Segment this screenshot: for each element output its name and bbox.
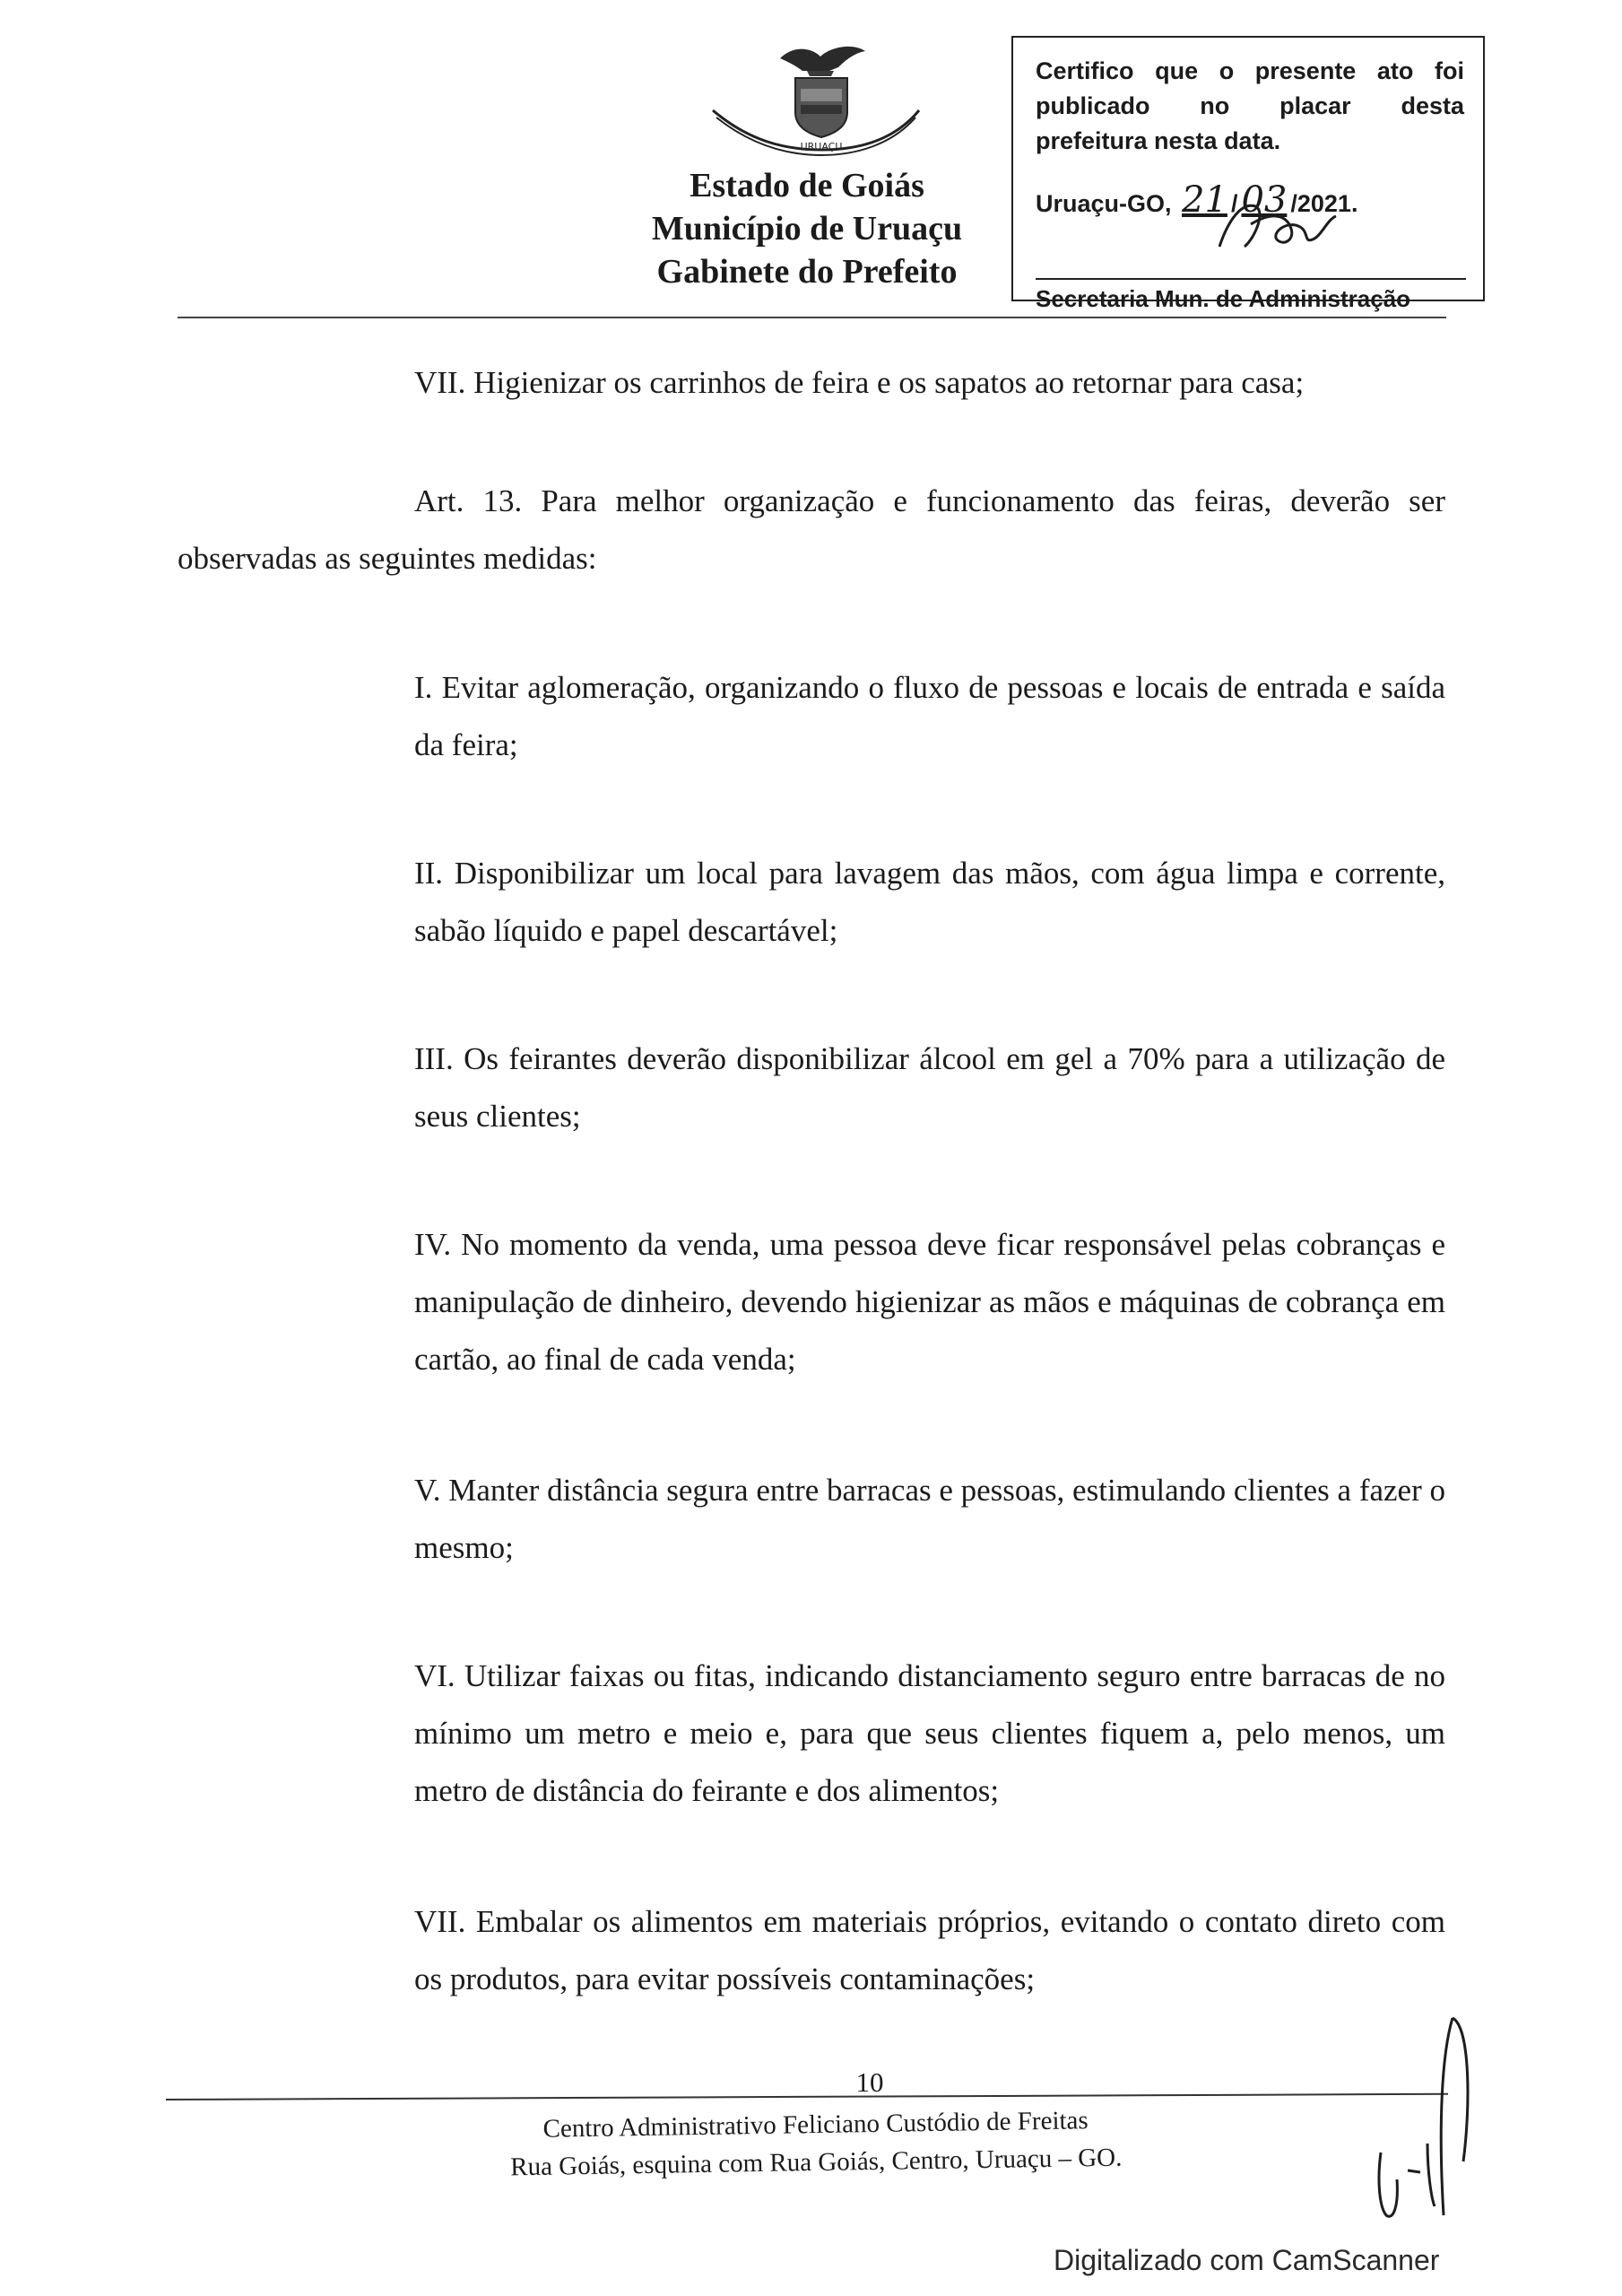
footer-line-2: Rua Goiás, esquina com Rua Goiás, Centro, Uruaçu – GO.: [510, 2143, 1123, 2182]
handwritten-signature-icon: [1201, 184, 1372, 265]
page-number: 10: [855, 2066, 884, 2098]
certificate-text: [1036, 54, 1464, 159]
header-office: Gabinete do Prefeito: [656, 253, 958, 291]
footer-divider: [166, 2093, 1448, 2100]
list-item-ii: II. Disponibilizar um local para lavagem das mãos, com água limpa e corrente, sabão líquido e papel descartável;: [414, 856, 1445, 948]
certificate-month: 03: [1241, 179, 1288, 221]
header-divider: [178, 317, 1446, 318]
list-item-vi: VI. Utilizar faixas ou fitas, indicando distanciamento seguro entre barracas de no mínimo um metro e meio e, para que seus clientes fiquem a, pelo menos, um metro de distância do feirante e dos alimentos;: [414, 1658, 1445, 1808]
paragraph-item-vii-previous: VII. Higienizar os carrinhos de feira e os sapatos ao retornar para casa;: [414, 365, 1305, 400]
list-item-vii: VII. Embalar os alimentos em materiais próprios, evitando o contato direto com os produtos, para evitar possíveis contaminações;: [414, 1904, 1445, 1996]
header-title-block: [619, 164, 995, 293]
municipal-crest-icon: [695, 40, 932, 157]
camscanner-watermark: Digitalizado com CamScanner: [1054, 2244, 1440, 2276]
margin-initials-signature-icon: [1345, 2000, 1497, 2233]
list-item-iv: IV. No momento da venda, uma pessoa deve ficar responsável pelas cobranças e manipulação de dinheiro, devendo higienizar as mãos e máquinas de cobrança em cartão, ao final de cada venda;: [414, 1227, 1445, 1377]
certificate-year: /2021.: [1290, 190, 1358, 217]
certificate-signature-line: [1036, 278, 1466, 280]
list-item-v: V. Manter distância segura entre barracas e pessoas, estimulando clientes a fazer o mesmo;: [414, 1473, 1445, 1565]
certificate-line-2: publicado no placar desta: [1036, 92, 1464, 119]
footer-line-1: Centro Administrativo Feliciano Custódio de Freitas: [542, 2106, 1089, 2144]
paragraph-art-13: Art. 13. Para melhor organização e funcionamento das feiras, deverão ser observadas as seguintes medidas:: [178, 483, 1445, 576]
header-state: Estado de Goiás: [690, 167, 924, 204]
certificate-secretary: Secretaria Mun. de Administração: [1036, 285, 1411, 312]
certificate-line-3: prefeitura nesta data.: [1036, 127, 1281, 154]
footer-address: [429, 2100, 1201, 2187]
crest-ribbon-text: URUAÇU: [800, 141, 843, 152]
certificate-line-1: Certifico que o presente ato foi: [1036, 57, 1464, 84]
list-item-i: I. Evitar aglomeração, organizando o fluxo de pessoas e locais de entrada e saída da feira;: [414, 670, 1445, 762]
list-item-iii: III. Os feirantes deverão disponibilizar álcool em gel a 70% para a utilização de seus clientes;: [414, 1041, 1445, 1134]
certificate-city: Uruaçu-GO,: [1036, 190, 1172, 217]
header-municipality: Município de Uruaçu: [651, 210, 963, 248]
certificate-day: 21: [1182, 179, 1227, 221]
certificate-date: Uruaçu-GO, 21 / 03 /2021.: [1036, 179, 1358, 221]
